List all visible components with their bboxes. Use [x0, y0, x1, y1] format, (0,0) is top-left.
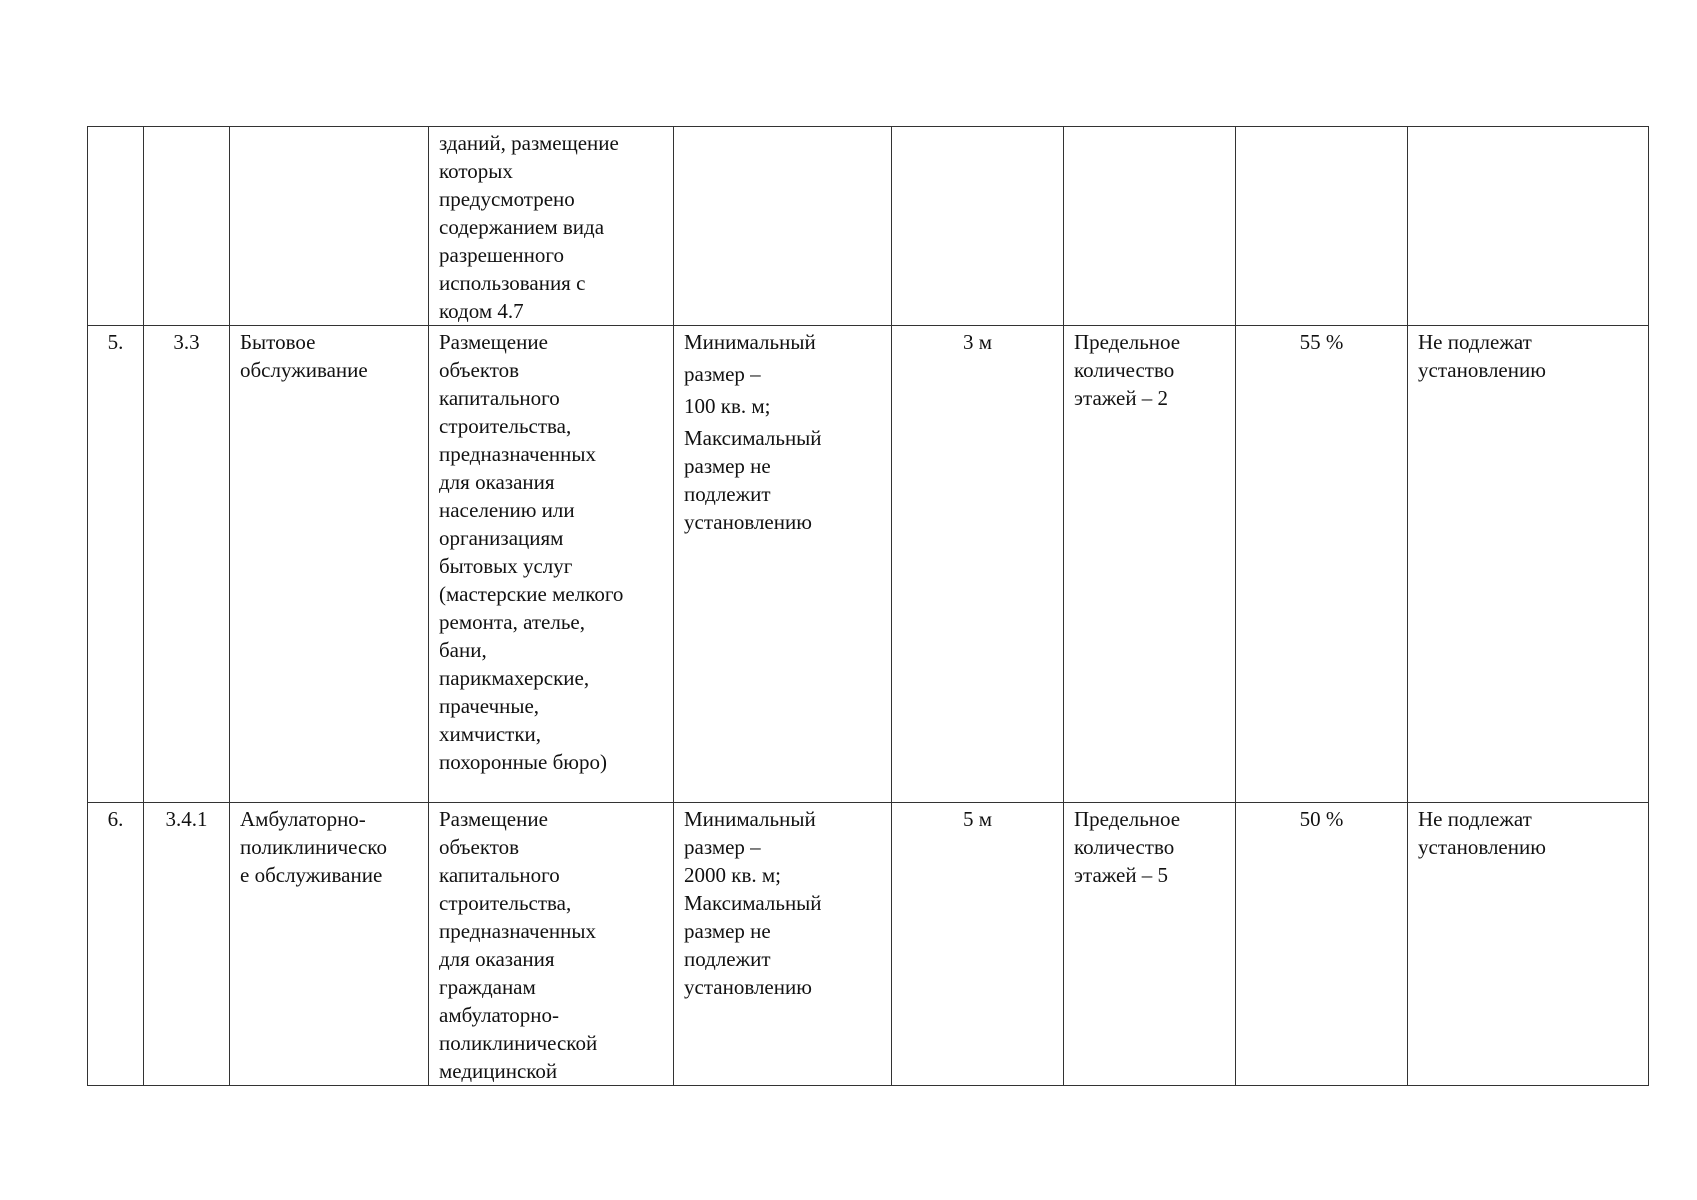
table-row: [88, 803, 1649, 1086]
coverage-cell: [1236, 127, 1408, 326]
restrictions-line: Не подлежат: [1418, 807, 1532, 831]
use-name-line: обслуживание: [240, 358, 368, 382]
code-cell: 3.3: [144, 326, 230, 803]
restrictions-cell: [1408, 326, 1649, 803]
area-limit-line: установлению: [684, 510, 812, 534]
description-line: Размещение: [439, 330, 548, 354]
description-line: объектов: [439, 835, 520, 859]
use-name-line: Бытовое: [240, 330, 316, 354]
description-line: предназначенных: [439, 442, 597, 466]
description-cell: [429, 326, 674, 803]
area-limit-line: подлежит: [684, 482, 771, 506]
description-line: организациям: [439, 526, 564, 550]
floors-line: Предельное: [1074, 330, 1181, 354]
description-line: содержанием вида: [439, 215, 605, 239]
table-row: [88, 326, 1649, 803]
code-cell: 3.4.1: [144, 803, 230, 1086]
floors-line: количество: [1074, 835, 1175, 859]
row-number-cell: [88, 127, 144, 326]
floors-cell: [1064, 326, 1236, 803]
code-cell: [144, 127, 230, 326]
description-line: населению или: [439, 498, 575, 522]
area-limit-line: 100 кв. м;: [684, 394, 771, 418]
description-line: бани,: [439, 638, 487, 662]
area-limit-line: Максимальный: [684, 426, 822, 450]
description-cell: [429, 803, 674, 1086]
area-limit-line: Минимальный: [684, 807, 816, 831]
description-line: предусмотрено: [439, 187, 575, 211]
description-line: похоронные бюро): [439, 750, 607, 774]
row-number-cell: 6.: [88, 803, 144, 1086]
description-line: парикмахерские,: [439, 666, 590, 690]
description-line: Размещение: [439, 807, 548, 831]
use-name-line: е обслуживание: [240, 863, 383, 887]
description-line: использования с: [439, 271, 586, 295]
floors-line: этажей – 2: [1074, 386, 1169, 410]
restrictions-line: установлению: [1418, 835, 1546, 859]
description-line: объектов: [439, 358, 520, 382]
description-line: которых: [439, 159, 513, 183]
floors-cell: [1064, 803, 1236, 1086]
area-limits-cell: [674, 326, 892, 803]
coverage-cell: 50 %: [1236, 803, 1408, 1086]
description-line: бытовых услуг: [439, 554, 573, 578]
description-line: строительства,: [439, 414, 572, 438]
description-line: прачечные,: [439, 694, 540, 718]
description-line: зданий, размещение: [439, 131, 619, 155]
description-line: ремонта, ателье,: [439, 610, 586, 634]
area-limit-line: подлежит: [684, 947, 771, 971]
description-line: кодом 4.7: [439, 299, 524, 323]
area-limits-cell: [674, 127, 892, 326]
area-limit-line: размер не: [684, 919, 771, 943]
area-limits-cell: [674, 803, 892, 1086]
restrictions-cell: [1408, 127, 1649, 326]
row-number-cell: 5.: [88, 326, 144, 803]
use-name-cell: [230, 127, 429, 326]
restrictions-cell: [1408, 803, 1649, 1086]
area-limit-line: размер –: [684, 362, 761, 386]
use-name-line: поликлиническо: [240, 835, 387, 859]
description-line: капитального: [439, 863, 560, 887]
description-line: (мастерские мелкого: [439, 582, 624, 606]
area-limit-line: размер не: [684, 454, 771, 478]
description-line: медицинской: [439, 1059, 558, 1083]
indent-cell: [892, 127, 1064, 326]
table-row: [88, 127, 1649, 326]
restrictions-line: установлению: [1418, 358, 1546, 382]
indent-cell: 3 м: [892, 326, 1064, 803]
floors-line: этажей – 5: [1074, 863, 1169, 887]
area-limit-line: Максимальный: [684, 891, 822, 915]
description-line: гражданам: [439, 975, 536, 999]
floors-line: Предельное: [1074, 807, 1181, 831]
floors-line: количество: [1074, 358, 1175, 382]
use-name-cell: [230, 803, 429, 1086]
indent-cell: 5 м: [892, 803, 1064, 1086]
description-line: разрешенного: [439, 243, 564, 267]
description-line: поликлинической: [439, 1031, 598, 1055]
description-line: для оказания: [439, 947, 555, 971]
description-line: предназначенных: [439, 919, 597, 943]
use-name-cell: [230, 326, 429, 803]
description-line: химчистки,: [439, 722, 542, 746]
area-limit-line: установлению: [684, 975, 812, 999]
area-limit-line: Минимальный: [684, 330, 816, 354]
floors-cell: [1064, 127, 1236, 326]
description-line: для оказания: [439, 470, 555, 494]
coverage-cell: 55 %: [1236, 326, 1408, 803]
description-line: капитального: [439, 386, 560, 410]
land-use-regulations-table: [87, 126, 1649, 1086]
description-line: амбулаторно-: [439, 1003, 559, 1027]
use-name-line: Амбулаторно-: [240, 807, 366, 831]
description-cell: [429, 127, 674, 326]
area-limit-line: размер –: [684, 835, 761, 859]
restrictions-line: Не подлежат: [1418, 330, 1532, 354]
description-line: строительства,: [439, 891, 572, 915]
area-limit-line: 2000 кв. м;: [684, 863, 781, 887]
